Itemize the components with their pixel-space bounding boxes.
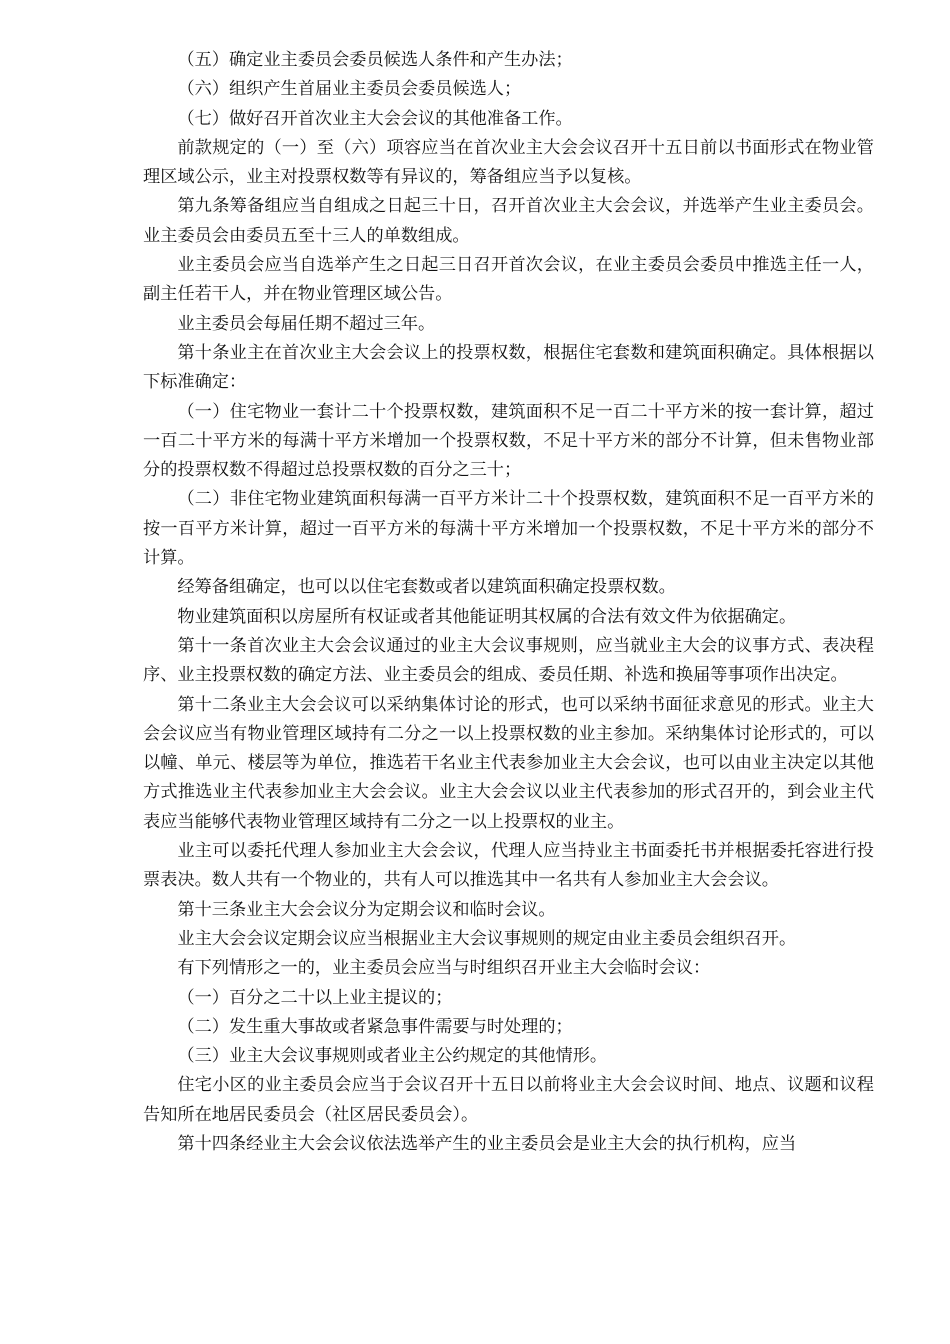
paragraph-nonresidential-votes: （二）非住宅物业建筑面积每满一百平方米计二十个投票权数，建筑面积不足一百平方米的按一百平方米计算，超过一百平方米的每满十平方米增加一个投票权数，不足十平方米的部分不计算。 (143, 489, 874, 569)
paragraph-temporary-meeting: 有下列情形之一的，业主委员会应当与时组织召开业主大会临时会议： (177, 958, 711, 979)
paragraph-article-14: 第十四条经业主大会会议依法选举产生的业主委员会是业主大会的执行机构，应当 (177, 1133, 797, 1154)
paragraph-area-basis: 物业建筑面积以房屋所有权证或者其他能证明其权属的合法有效文件为依据确定。 (177, 606, 797, 627)
paragraph-item-6: （六）组织产生首届业主委员会委员候选人； (177, 79, 522, 100)
paragraph-alternative-votes: 经筹备组确定，也可以以住宅套数或者以建筑面积确定投票权数。 (177, 577, 676, 598)
paragraph-item-7: （七）做好召开首次业主大会会议的其他准备工作。 (177, 108, 573, 129)
paragraph-term-limit: 业主委员会每届任期不超过三年。 (177, 313, 436, 334)
paragraph-temporary-case-1: （一）百分之二十以上业主提议的； (177, 987, 453, 1008)
paragraph-regular-meeting: 业主大会会议定期会议应当根据业主大会议事规则的规定由业主委员会组织召开。 (177, 928, 797, 949)
paragraph-committee-first-meeting: 业主委员会应当自选举产生之日起三日召开首次会议，在业主委员会委员中推选主任一人，副主任若干人，并在物业管理区域公告。 (143, 255, 874, 305)
paragraph-publicity-rule: 前款规定的（一）至（六）项容应当在首次业主大会会议召开十五日前以书面形式在物业管理区域公示，业主对投票权数等有异议的，筹备组应当予以复核。 (143, 137, 874, 188)
paragraph-temporary-case-3: （三）业主大会议事规则或者业主公约规定的其他情形。 (177, 1046, 608, 1067)
paragraph-article-11: 第十一条首次业主大会会议通过的业主大会议事规则，应当就业主大会的议事方式、表决程序、业主投票权数的确定方法、业主委员会的组成、委员任期、补选和换届等事项作出决定。 (143, 635, 874, 686)
paragraph-temporary-case-2: （二）发生重大事故或者紧急事件需要与时处理的； (177, 1016, 573, 1037)
paragraph-proxy-voting: 业主可以委托代理人参加业主大会会议，代理人应当持业主书面委托书并根据委托容进行投票表决。数人共有一个物业的，共有人可以推选其中一名共有人参加业主大会会议。 (143, 841, 874, 891)
paragraph-article-12: 第十二条业主大会会议可以采纳集体讨论的形式，也可以采纳书面征求意见的形式。业主大会会议应当有物业管理区域持有二分之一以上投票权数的业主参加。采纳集体讨论形式的，可以以幢、单元、楼层等为单位，推选若干名业主代表参加业主大会会议，也可以由业主决定以其他方式推选业主代表参加业主大会会议。业主大会会议以业主代表参加的形式召开的，到会业主代表应当能够代表物业管理区域持有二分之一以上投票权的业主。 (143, 694, 874, 832)
paragraph-item-5: （五）确定业主委员会委员候选人条件和产生办法； (177, 50, 573, 70)
paragraph-article-9: 第九条筹备组应当自组成之日起三十日，召开首次业主大会会议，并选举产生业主委员会。业主委员会由委员五至十三人的单数组成。 (143, 196, 874, 246)
paragraph-article-10: 第十条业主在首次业主大会会议上的投票权数，根据住宅套数和建筑面积确定。具体根据以下标准确定： (143, 342, 874, 393)
paragraph-article-13: 第十三条业主大会会议分为定期会议和临时会议。 (177, 899, 556, 920)
paragraph-residential-votes: （一）住宅物业一套计二十个投票权数，建筑面积不足一百二十平方米的按一套计算，超过一百二十平方米的每满十平方米增加一个投票权数，不足十平方米的部分不计算，但未售物业部分的投票权数不得超过总投票权数的百分之三十； (143, 401, 874, 481)
document-body (143, 46, 874, 1159)
paragraph-notice-rule: 住宅小区的业主委员会应当于会议召开十五日以前将业主大会会议时间、地点、议题和议程告知所在地居民委员会（社区居民委员会）。 (143, 1075, 874, 1125)
